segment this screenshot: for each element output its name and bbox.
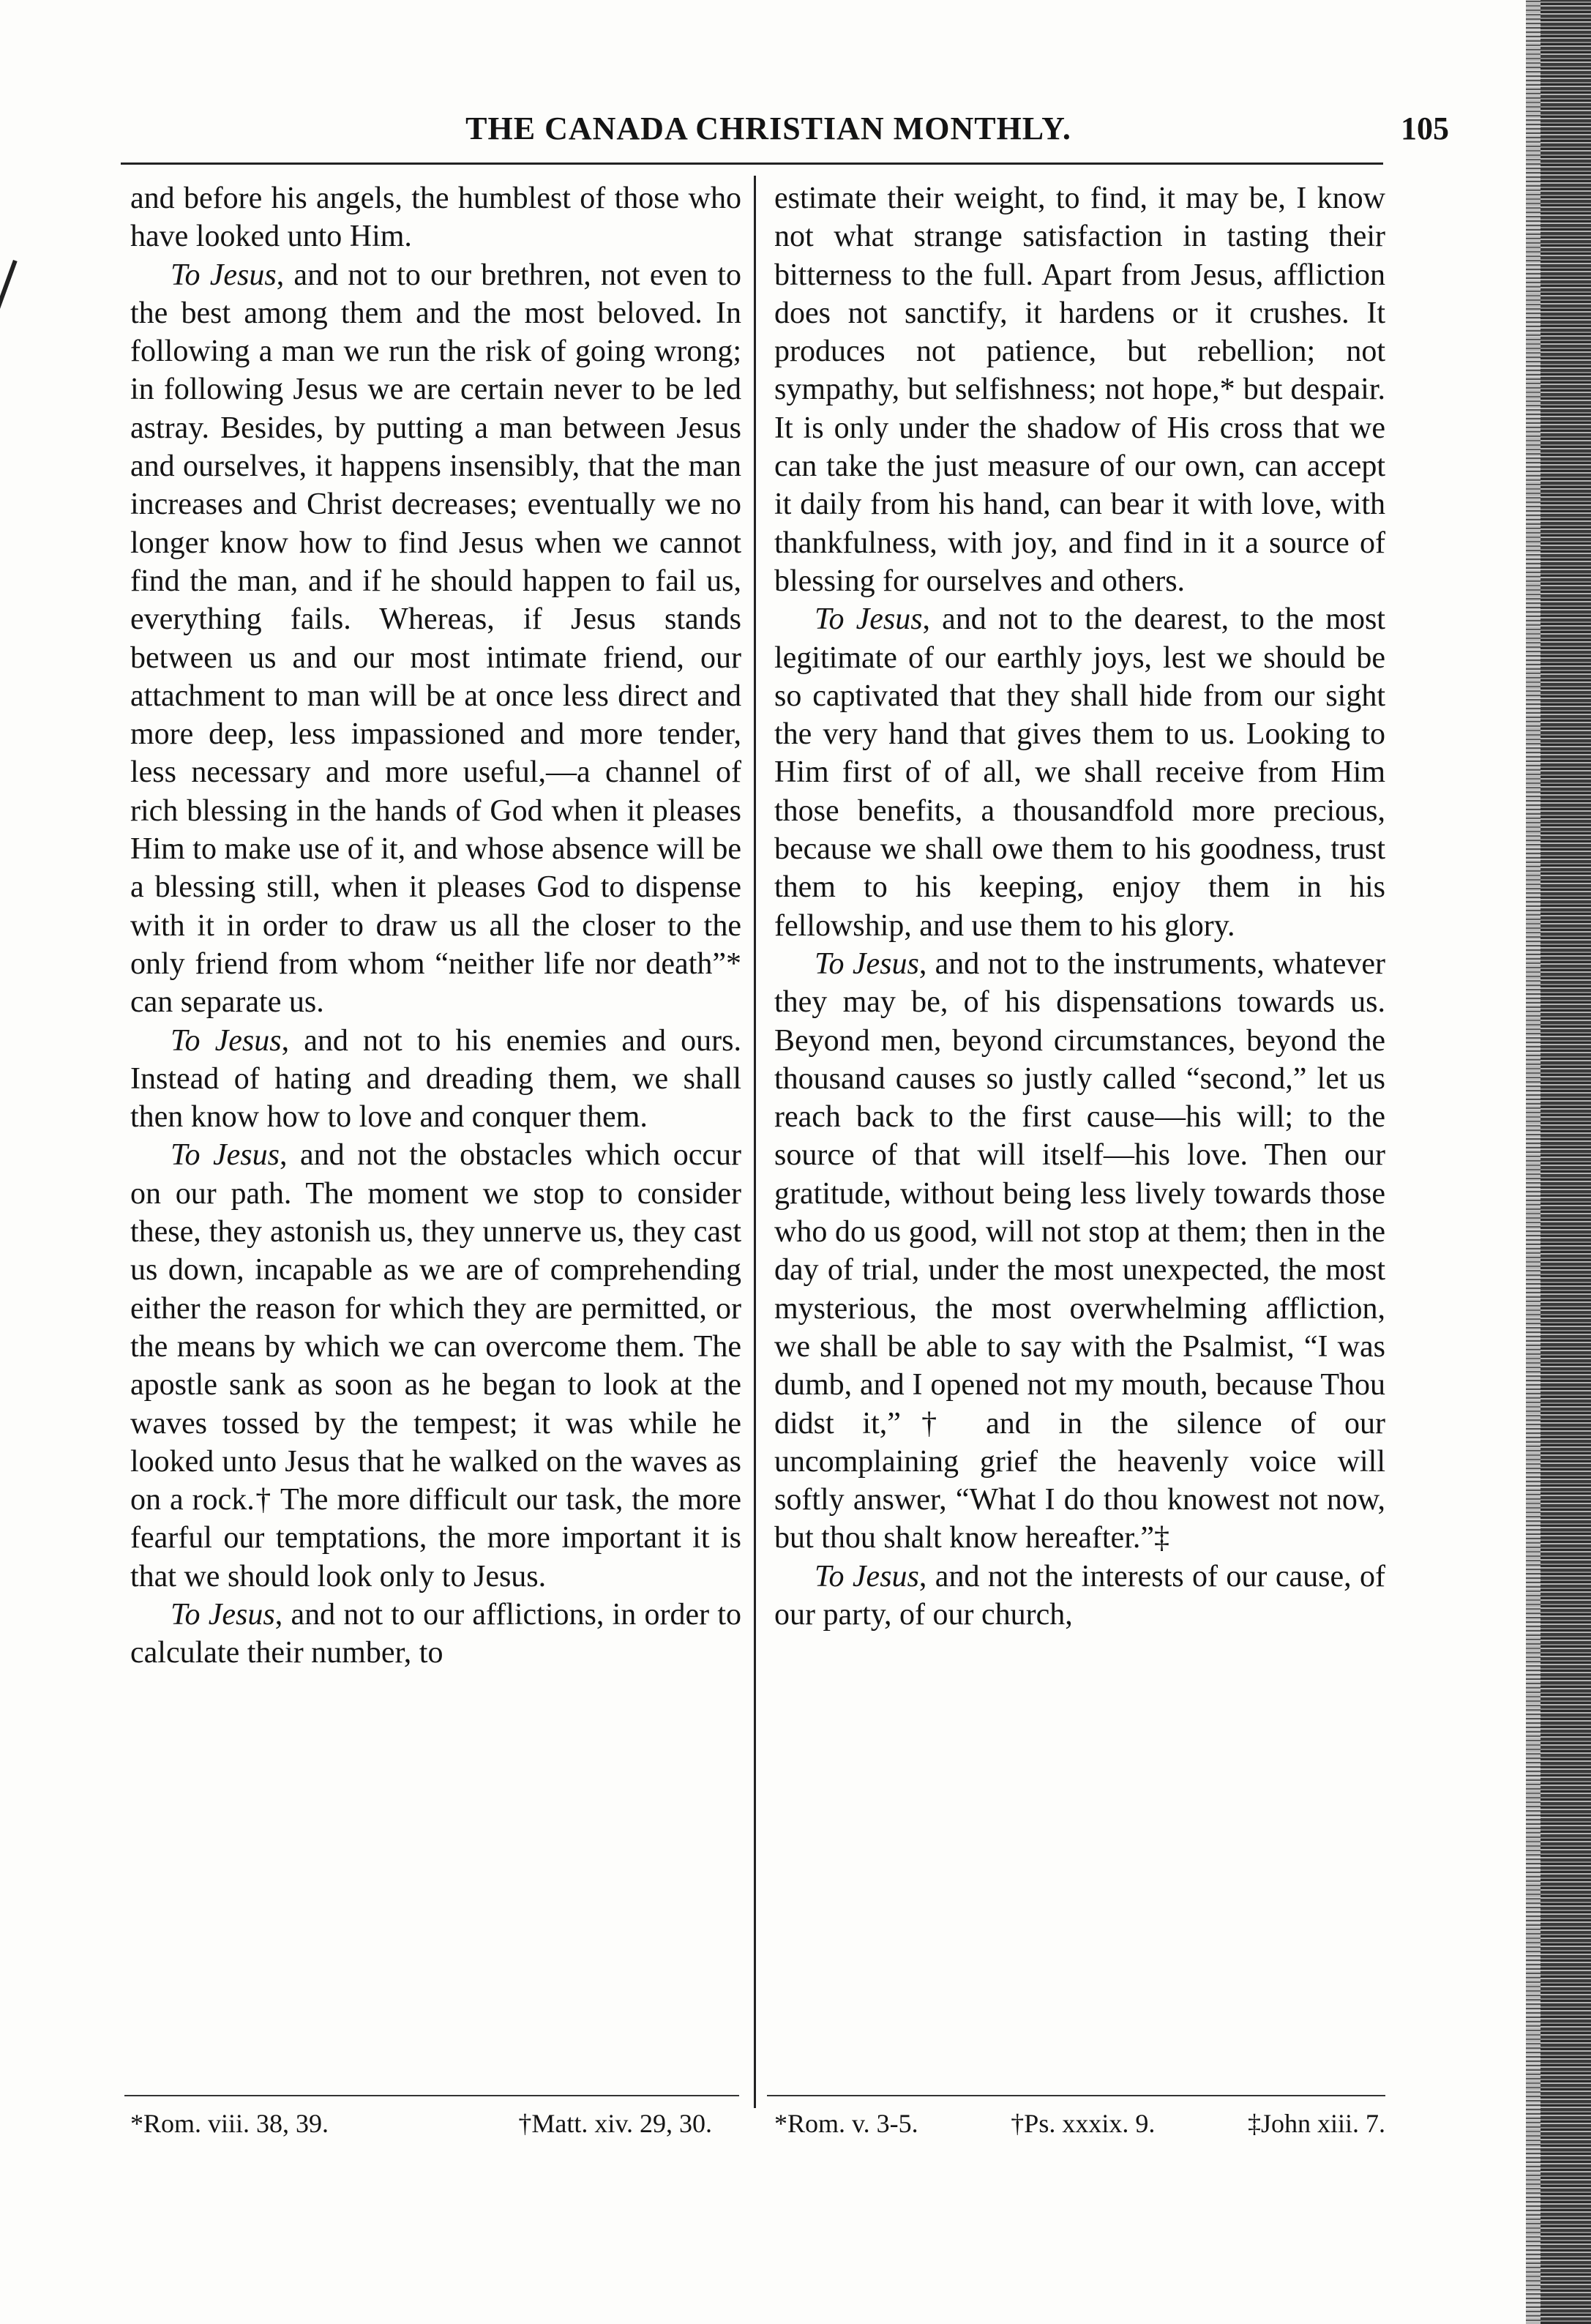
scan-edge-noise bbox=[1526, 0, 1541, 2324]
paragraph: estimate their weight, to find, it may be, I know not what strange satisfaction in tasting their bitterness to the full. Apart from Jesus, affliction does not sanctify, it hardens or it crushes. It produces not patience, but rebellion; not sympathy, but selfishness; not hope,* but despair. It is only under the shadow of His cross that we can take the just measure of our own, can accept it daily from his hand, can bear it with love, with thankfulness, with joy, and find in it a source of blessing for ourselves and others. bbox=[774, 182, 1385, 598]
footnote-rule-right bbox=[767, 2095, 1385, 2096]
italic-lead: To Jesus bbox=[171, 1138, 280, 1173]
italic-lead: To Jesus bbox=[815, 1559, 919, 1593]
right-column bbox=[774, 179, 1385, 1634]
paragraph: To Jesus, and not the obstacles which occur on our path. The moment we stop to consider these, they astonish us, they unnerve us, they cast us down, incapable as we are of comprehending either the reason for which they are permitted, or the means by which we can overcome them. The apostle sank as soon as he began to look at the waves tossed by the tempest; it was while he looked unto Jesus that he walked on the waves as on a rock.† The more difficult our task, the more fearful our temptations, the more important it is that we should look only to Jesus. bbox=[130, 1138, 741, 1593]
footnote: †Matt. xiv. 29, 30. bbox=[518, 2109, 712, 2138]
italic-lead: To Jesus bbox=[815, 946, 919, 981]
column-divider bbox=[754, 176, 756, 2108]
margin-pencil-mark bbox=[0, 260, 18, 365]
header-rule bbox=[121, 162, 1383, 165]
italic-lead: To Jesus bbox=[171, 1023, 282, 1058]
paragraph: To Jesus, and not to the dearest, to the most legitimate of our earthly joys, lest we should be so captivated that they shall hide from our sight the very hand that gives them to us. Looking to Him first of of all, we shall receive from Him those benefits, a thousandfold more precious, because we shall owe them to his goodness, trust them to his keeping, enjoy them in his fellowship, and use them to his glory. bbox=[774, 602, 1385, 943]
paragraph: To Jesus, and not to his enemies and ours. Instead of hating and dreading them, we shall then know how to love and conquer them. bbox=[130, 1023, 741, 1135]
footnote: †Ps. xxxix. 9. bbox=[1011, 2109, 1156, 2138]
italic-lead: To Jesus bbox=[171, 1597, 275, 1632]
footnote: *Rom. viii. 38, 39. bbox=[130, 2109, 329, 2138]
left-column bbox=[130, 179, 741, 1673]
italic-lead: To Jesus bbox=[815, 602, 923, 637]
footnote: *Rom. v. 3-5. bbox=[774, 2109, 918, 2138]
paragraph: To Jesus, and not to the instruments, whatever they may be, of his dispensations towards us. Beyond men, beyond circumstances, beyond the thousand causes so justly called “second,” let us reach back to the first cause—his will; to the source of that will itself—his love. Then our gratitude, without being less lively towards those who do us good, will not stop at them; then in the day of trial, under the most unexpected, the most mysterious, the most overwhelming affliction, we shall be able to say with the Psalmist, “I was dumb, and I opened not my mouth, because Thou didst it,”† and in the silence of our uncomplaining grief the heavenly voice will softly answer, “What I do thou knowest not now, but thou shalt know hereafter.”‡ bbox=[774, 946, 1385, 1555]
italic-lead: To Jesus bbox=[171, 258, 277, 292]
paragraph: To Jesus, and not to our afflictions, in order to calculate their number, to bbox=[130, 1597, 742, 1670]
footnote-rule-left bbox=[124, 2095, 739, 2096]
footnotes-right bbox=[774, 2108, 1385, 2139]
page-header bbox=[117, 110, 1449, 161]
footnote: ‡John xiii. 7. bbox=[1247, 2109, 1385, 2138]
paragraph: To Jesus, and not the interests of our cause, of our party, of our church, bbox=[774, 1559, 1385, 1632]
paragraph: To Jesus, and not to our brethren, not even to the best among them and the most beloved. In following a man we run the risk of going wrong; in following Jesus we are certain never to be led astray. Besides, by putting a man between Jesus and ourselves, it happens insensibly, that the man increases and Christ decreases; eventually we no longer know how to find Jesus when we cannot find the man, and if he should happen to fail us, everything fails. Whereas, if Jesus stands between us and our most intimate friend, our attachment to man will be at once less direct and more deep, less impassioned and more tender, less necessary and more useful,—a channel of rich blessing in the hands of God when it pleases Him to make use of it, and whose absence will be a blessing still, when it pleases God to dispense with it in order to draw us all the closer to the only friend from whom “neither life nor death”* can separate us. bbox=[130, 258, 741, 1020]
page-number: 105 bbox=[1401, 111, 1449, 146]
footnotes-left bbox=[130, 2108, 741, 2139]
paragraph: and before his angels, the humblest of those who have looked unto Him. bbox=[130, 182, 741, 254]
running-title: THE CANADA CHRISTIAN MONTHLY. bbox=[465, 111, 1071, 146]
